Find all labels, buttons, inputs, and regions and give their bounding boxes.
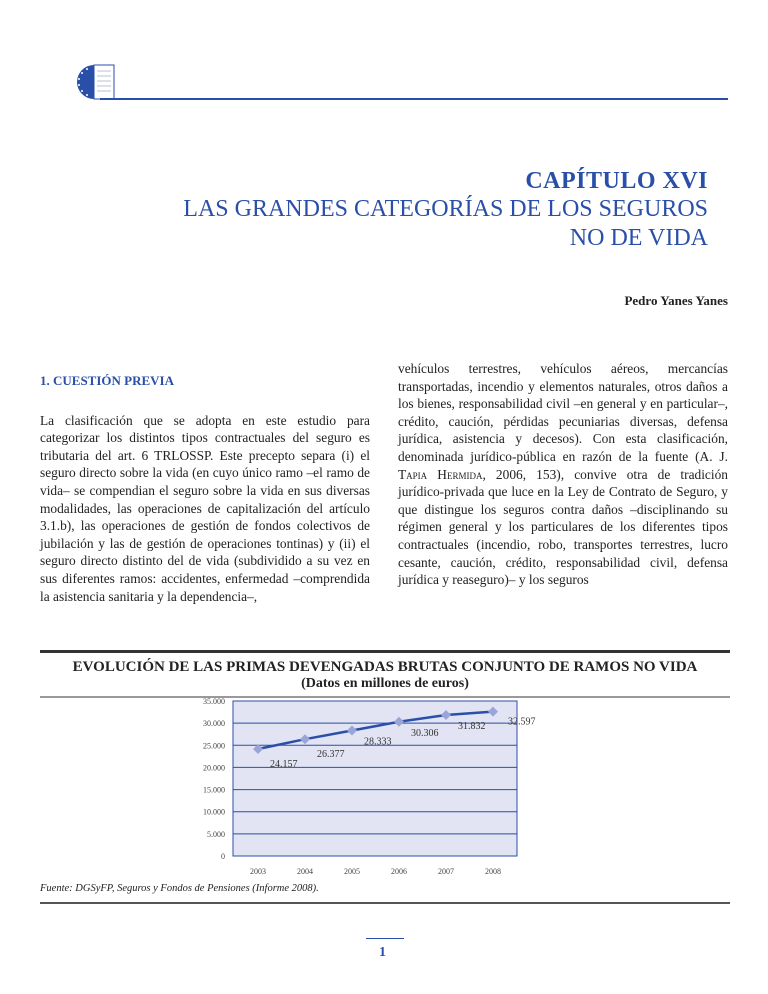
y-tick-label: 15.000 [203, 785, 225, 795]
data-label: 28.333 [364, 736, 392, 748]
x-tick-label: 2004 [297, 867, 313, 876]
citation-author: Tapia Hermida [398, 466, 483, 482]
chapter-title-line1: LAS GRANDES CATEGORÍAS DE LOS SEGUROS [183, 196, 708, 222]
data-label: 32.597 [508, 716, 536, 728]
page-number: 1 [379, 945, 386, 960]
chart-subtitle: (Datos en millones de euros) [301, 676, 469, 691]
y-tick-label: 0 [221, 852, 225, 861]
data-label: 30.306 [411, 727, 439, 739]
page-number-rule [366, 938, 404, 939]
y-tick-label: 25.000 [203, 741, 225, 751]
y-tick-label: 10.000 [203, 807, 225, 817]
section-heading: 1. CUESTIÓN PREVIA [40, 373, 174, 388]
x-tick-label: 2007 [438, 867, 454, 876]
chart-title: EVOLUCIÓN DE LAS PRIMAS DEVENGADAS BRUTAS CONJUNTO DE RAMOS NO VIDA [72, 659, 698, 675]
data-label: 24.157 [270, 759, 298, 771]
text: vehículos terrestres, vehículos aéreos, mercancías transportadas, incendio y elementos naturales, otros daños a los bienes, responsabilidad civil –en general y en particular–, crédito, caución, pérdidas pecuniarias diversas, defensa jurídica, asistencia y decesos). Con esta clasificación, denominada jurídico-pública en razón de la fuente (A. J. [398, 361, 728, 464]
x-tick-label: 2003 [250, 867, 266, 876]
text: , 2006, 153), convive otra de tradición jurídico-privada que luce en la Ley de Contrato de Seguro, y que distingue los seguros contra daños –disciplinando su régimen general y los particulares de los diferentes tipos contractuales (incendio, robo, transportes terrestres, lucro cesante, caución, crédito, responsabilidad civil, defensa jurídica y reaseguro)– y los seguros [398, 466, 728, 588]
chapter-title-line2: NO DE VIDA [569, 225, 708, 251]
chapter-number: CAPÍTULO XVI [525, 168, 708, 194]
y-tick-label: 30.000 [203, 719, 225, 729]
author: Pedro Yanes Yanes [624, 293, 728, 308]
data-label: 31.832 [458, 721, 486, 733]
y-tick-label: 20.000 [203, 763, 225, 773]
left-paragraph: La clasificación que se adopta en este estudio para categorizar los distintos tipos contractuales del seguro es tributaria del art. 6 TRLOSSP. Este precepto separa (i) el seguro directo sobre la vida (en cuyo único ramo –el ramo de vida– se compendian el seguro sobre la vida en sus diversas modalidades, las operaciones de capitalización del artículo 3.1.b), las operaciones de gestión de fondos colectivos de jubilación y las de gestión de operaciones tontinas) y (ii) el seguro directo distinto del de vida (subdividido a su vez en sus diferentes ramos: accidentes, enfermedad –comprendida la asistencia sanitaria y la dependencia–, [40, 412, 370, 604]
x-tick-label: 2005 [344, 867, 360, 876]
x-tick-label: 2006 [391, 867, 407, 876]
chart-bottom-rule [40, 902, 730, 904]
x-tick-label: 2008 [485, 867, 501, 876]
source-note: Fuente: DGSyFP, Seguros y Fondos de Pensiones (Informe 2008). [40, 883, 319, 894]
y-tick-label: 5.000 [207, 829, 225, 839]
y-tick-label: 35.000 [203, 697, 225, 706]
data-label: 26.377 [317, 749, 345, 761]
